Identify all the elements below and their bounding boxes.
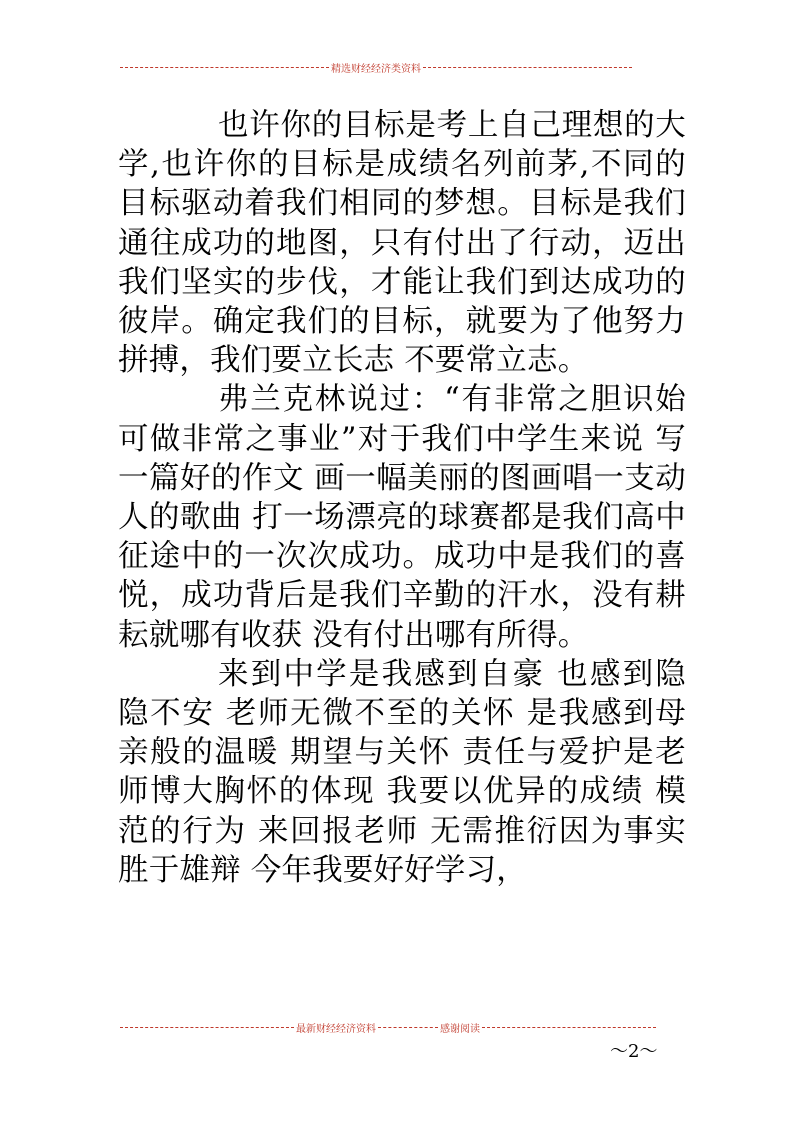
paragraph-2: 弗兰克林说过：“有非常之胆识始可做非常之事业”对于我们中学生来说 写一篇好的作文 画一幅美丽的图画唱一支动人的歌曲 打一场漂亮的球赛都是我们高中征途中的一次次成功。成功中是我们的喜悦，成功背后是我们辛勤的汗水，没有耕耘就哪有收获 没有付出哪有所得。 [118,382,686,653]
paragraph-1: 也许你的目标是考上自己理想的大学,也许你的目标是成绩名列前茅,不同的目标驱动着我们相同的梦想。目标是我们通往成功的地图，只有付出了行动，迈出我们坚实的步伐，才能让我们到达成功的彼岸。确定我们的目标，就要为了他努力拼搏，我们要立长志 不要常立志。 [118,108,686,379]
footer-label-left: 最新财经经济资料 [296,1023,376,1035]
footer-label-right: 感谢阅读 [440,1023,480,1035]
footer-dash-right [482,1027,656,1028]
header-dash-left [120,67,329,68]
document-body [118,106,686,890]
footer-dash-left [120,1027,294,1028]
footer-dash-middle [378,1027,438,1028]
paragraph-3: 来到中学是我感到自豪 也感到隐隐不安 老师无微不至的关怀 是我感到母亲般的温暖 期望与关怀 责任与爱护是老师博大胸怀的体现 我要以优异的成绩 模范的行为 来回报老师 无需推衍因为事实胜于雄辩 今年我要好好学习， [118,656,686,888]
header-rule [120,59,632,75]
header-dash-right [423,67,632,68]
page-number: ～2～ [610,1041,658,1062]
header-label: 精选财经经济类资料 [331,63,421,75]
footer-rule [120,1020,656,1034]
